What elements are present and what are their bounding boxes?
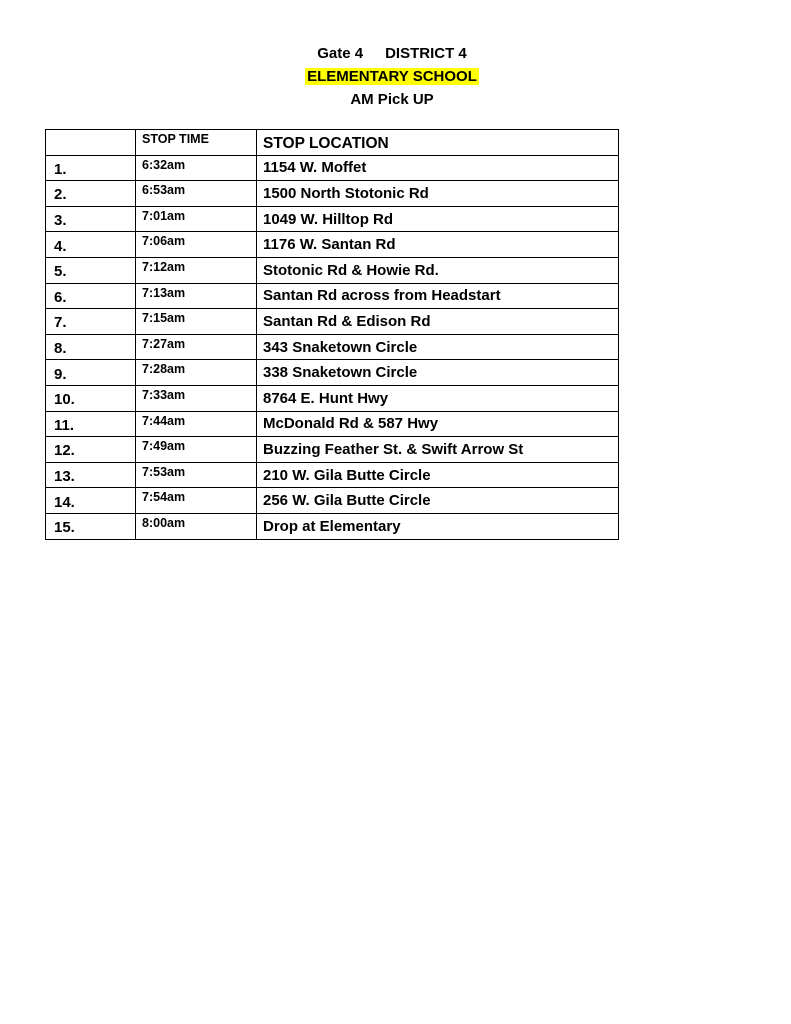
pickup-label: AM Pick UP [350,91,434,108]
table-row [46,411,619,437]
table-row [46,232,619,258]
stop-time: 6:53am [136,181,257,207]
table-row [46,283,619,309]
stop-number: 11. [46,411,136,437]
table-row [46,462,619,488]
gate-district-line [0,42,784,65]
table-row [46,488,619,514]
stop-location: 1154 W. Moffet [257,155,619,181]
stop-number: 9. [46,360,136,386]
stop-time: 7:06am [136,232,257,258]
stop-number: 3. [46,206,136,232]
stop-number: 5. [46,257,136,283]
stop-location: Drop at Elementary [257,513,619,539]
table-row [46,181,619,207]
stop-number: 14. [46,488,136,514]
table-row [46,155,619,181]
pickup-line [0,88,784,111]
stop-location: Buzzing Feather St. & Swift Arrow St [257,437,619,463]
stop-location: 210 W. Gila Butte Circle [257,462,619,488]
stop-time: 7:54am [136,488,257,514]
stop-time: 7:13am [136,283,257,309]
stop-location: Santan Rd across from Headstart [257,283,619,309]
stop-number: 1. [46,155,136,181]
stop-location: 338 Snaketown Circle [257,360,619,386]
stop-time: 7:15am [136,309,257,335]
stop-time: 7:12am [136,257,257,283]
stop-time: 7:53am [136,462,257,488]
stop-location: 8764 E. Hunt Hwy [257,385,619,411]
stop-time: 8:00am [136,513,257,539]
stop-number: 15. [46,513,136,539]
table-header-row [46,130,619,156]
district-label: DISTRICT 4 [385,45,467,62]
stop-time: 7:33am [136,385,257,411]
stop-number: 6. [46,283,136,309]
table-row [46,206,619,232]
stop-location: 1500 North Stotonic Rd [257,181,619,207]
stop-location: 1049 W. Hilltop Rd [257,206,619,232]
table-row [46,385,619,411]
stop-number: 2. [46,181,136,207]
stop-location: 1176 W. Santan Rd [257,232,619,258]
table-row [46,334,619,360]
stop-location: 343 Snaketown Circle [257,334,619,360]
stop-number: 8. [46,334,136,360]
header-cell-stop-location: STOP LOCATION [257,130,619,156]
stop-location: Santan Rd & Edison Rd [257,309,619,335]
stop-time: 7:27am [136,334,257,360]
stop-number: 7. [46,309,136,335]
header-cell-stop-time: STOP TIME [136,130,257,156]
table-row [46,257,619,283]
stop-time: 7:28am [136,360,257,386]
table-row [46,513,619,539]
document-header [0,42,784,111]
stop-number: 4. [46,232,136,258]
stop-number: 12. [46,437,136,463]
bus-stop-table [45,129,619,540]
stop-number: 13. [46,462,136,488]
header-cell-number [46,130,136,156]
stop-time: 6:32am [136,155,257,181]
stop-time: 7:49am [136,437,257,463]
gate-label: Gate 4 [317,45,364,62]
stop-time: 7:01am [136,206,257,232]
school-title-highlighted: ELEMENTARY SCHOOL [307,68,477,85]
stop-time: 7:44am [136,411,257,437]
table-row [46,309,619,335]
stop-location: 256 W. Gila Butte Circle [257,488,619,514]
table-row [46,437,619,463]
table-row [46,360,619,386]
stop-location: Stotonic Rd & Howie Rd. [257,257,619,283]
stop-number: 10. [46,385,136,411]
school-line [0,65,784,88]
stop-location: McDonald Rd & 587 Hwy [257,411,619,437]
